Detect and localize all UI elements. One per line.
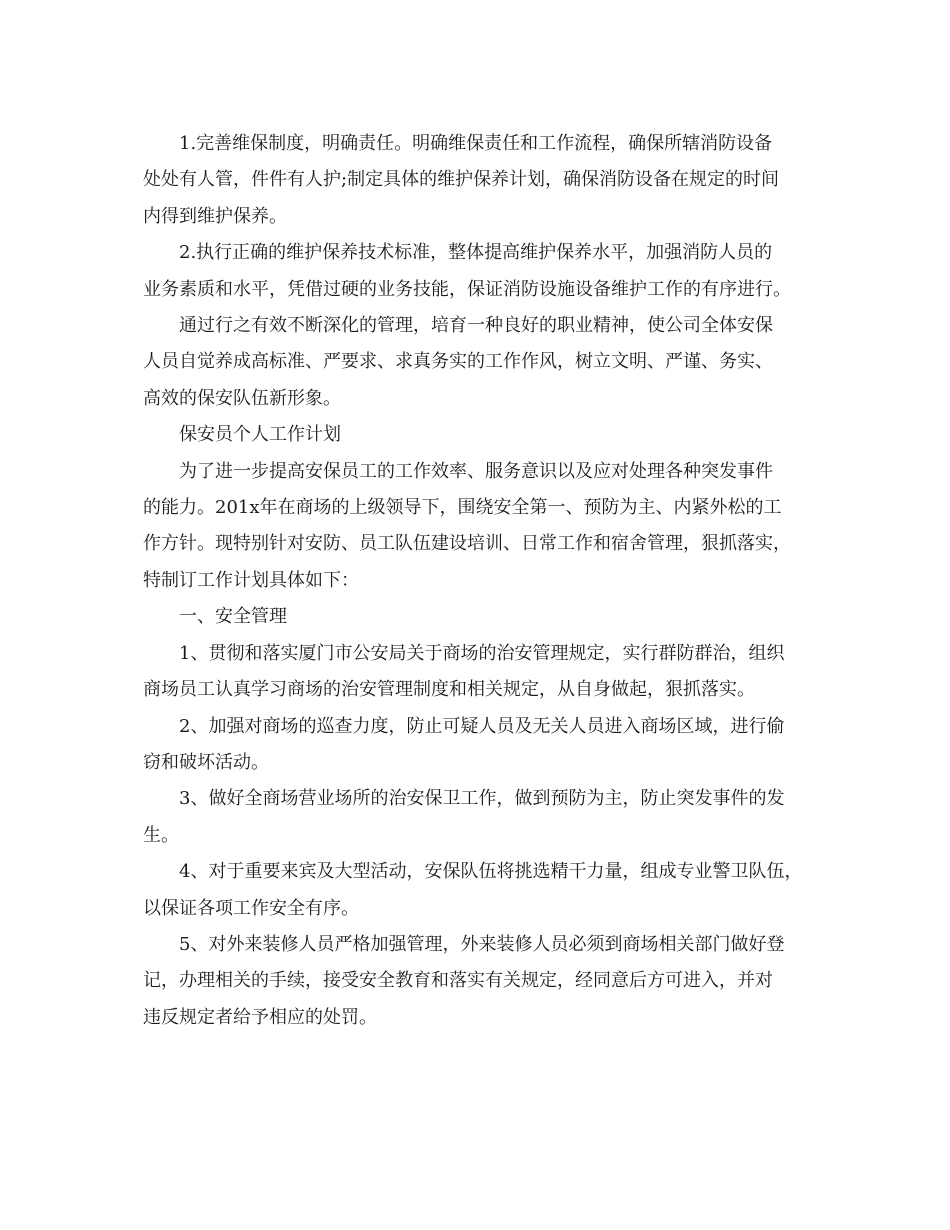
heading-line: 保安员个人工作计划 [179, 424, 341, 446]
paragraph-maintenance-1 [143, 126, 815, 235]
heading-line: 一、安全管理 [179, 606, 287, 628]
list-item-3 [143, 781, 815, 854]
paragraph-line: 违反规定者给予相应的处罚。 [143, 1006, 377, 1028]
paragraph-line: 内得到维护保养。 [143, 205, 287, 227]
paragraph-line: 2.执行正确的维护保养技术标准，整体提高维护保养水平，加强消防人员的 [179, 242, 773, 264]
paragraph-line: 业务素质和水平，凭借过硬的业务技能，保证消防设施设备维护工作的有序进行。 [143, 278, 791, 300]
paragraph-line: 1.完善维保制度，明确责任。明确维保责任和工作流程，确保所辖消防设备 [179, 133, 773, 154]
paragraph-line: 3、做好全商场营业场所的治安保卫工作，做到预防为主，防止突发事件的发 [179, 788, 785, 810]
paragraph-line: 作方针。现特别针对安防、员工队伍建设培训、日常工作和宿舍管理，狠抓落实， [143, 533, 791, 555]
paragraph-line: 人员自觉养成高标准、严要求、求真务实的工作作风，树立文明、严谨、务实、 [143, 351, 773, 373]
paragraph-line: 的能力。201x年在商场的上级领导下，围绕安全第一、预防为主、内紧外松的工 [143, 497, 782, 519]
paragraph-line: 商场员工认真学习商场的治安管理制度和相关规定，从自身做起，狠抓落实。 [143, 679, 755, 701]
paragraph-line: 生。 [143, 824, 179, 846]
paragraph-line: 1、贯彻和落实厦门市公安局关于商场的治安管理规定，实行群防群治，组织 [179, 642, 785, 664]
plan-title [143, 417, 815, 453]
section-heading-safety [143, 599, 815, 635]
paragraph-line: 记，办理相关的手续，接受安全教育和落实有关规定，经同意后方可进入，并对 [143, 970, 773, 992]
list-item-2 [143, 709, 815, 782]
document-body [143, 126, 815, 1036]
paragraph-line: 高效的保安队伍新形象。 [143, 387, 341, 409]
paragraph-maintenance-2 [143, 235, 815, 308]
paragraph-line: 通过行之有效不断深化的管理，培育一种良好的职业精神，使公司全体安保 [179, 315, 773, 337]
paragraph-line: 为了进一步提高安保员工的工作效率、服务意识以及应对处理各种突发事件 [179, 460, 773, 482]
paragraph-line: 处处有人管，件件有人护;制定具体的维护保养计划，确保消防设备在规定的时间 [143, 169, 780, 191]
list-item-1 [143, 636, 815, 709]
paragraph-line: 5、对外来装修人员严格加强管理，外来装修人员必须到商场相关部门做好登 [179, 933, 785, 955]
list-item-5 [143, 927, 815, 1036]
list-item-4 [143, 854, 815, 927]
paragraph-plan-intro [143, 454, 815, 600]
paragraph-line: 4、对于重要来宾及大型活动，安保队伍将挑选精干力量，组成专业警卫队伍， [179, 861, 803, 883]
paragraph-summary [143, 308, 815, 417]
paragraph-line: 以保证各项工作安全有序。 [143, 897, 359, 919]
paragraph-line: 窃和破坏活动。 [143, 751, 269, 773]
paragraph-line: 2、加强对商场的巡查力度，防止可疑人员及无关人员进入商场区域，进行偷 [179, 715, 785, 737]
paragraph-line: 特制订工作计划具体如下： [143, 569, 359, 591]
